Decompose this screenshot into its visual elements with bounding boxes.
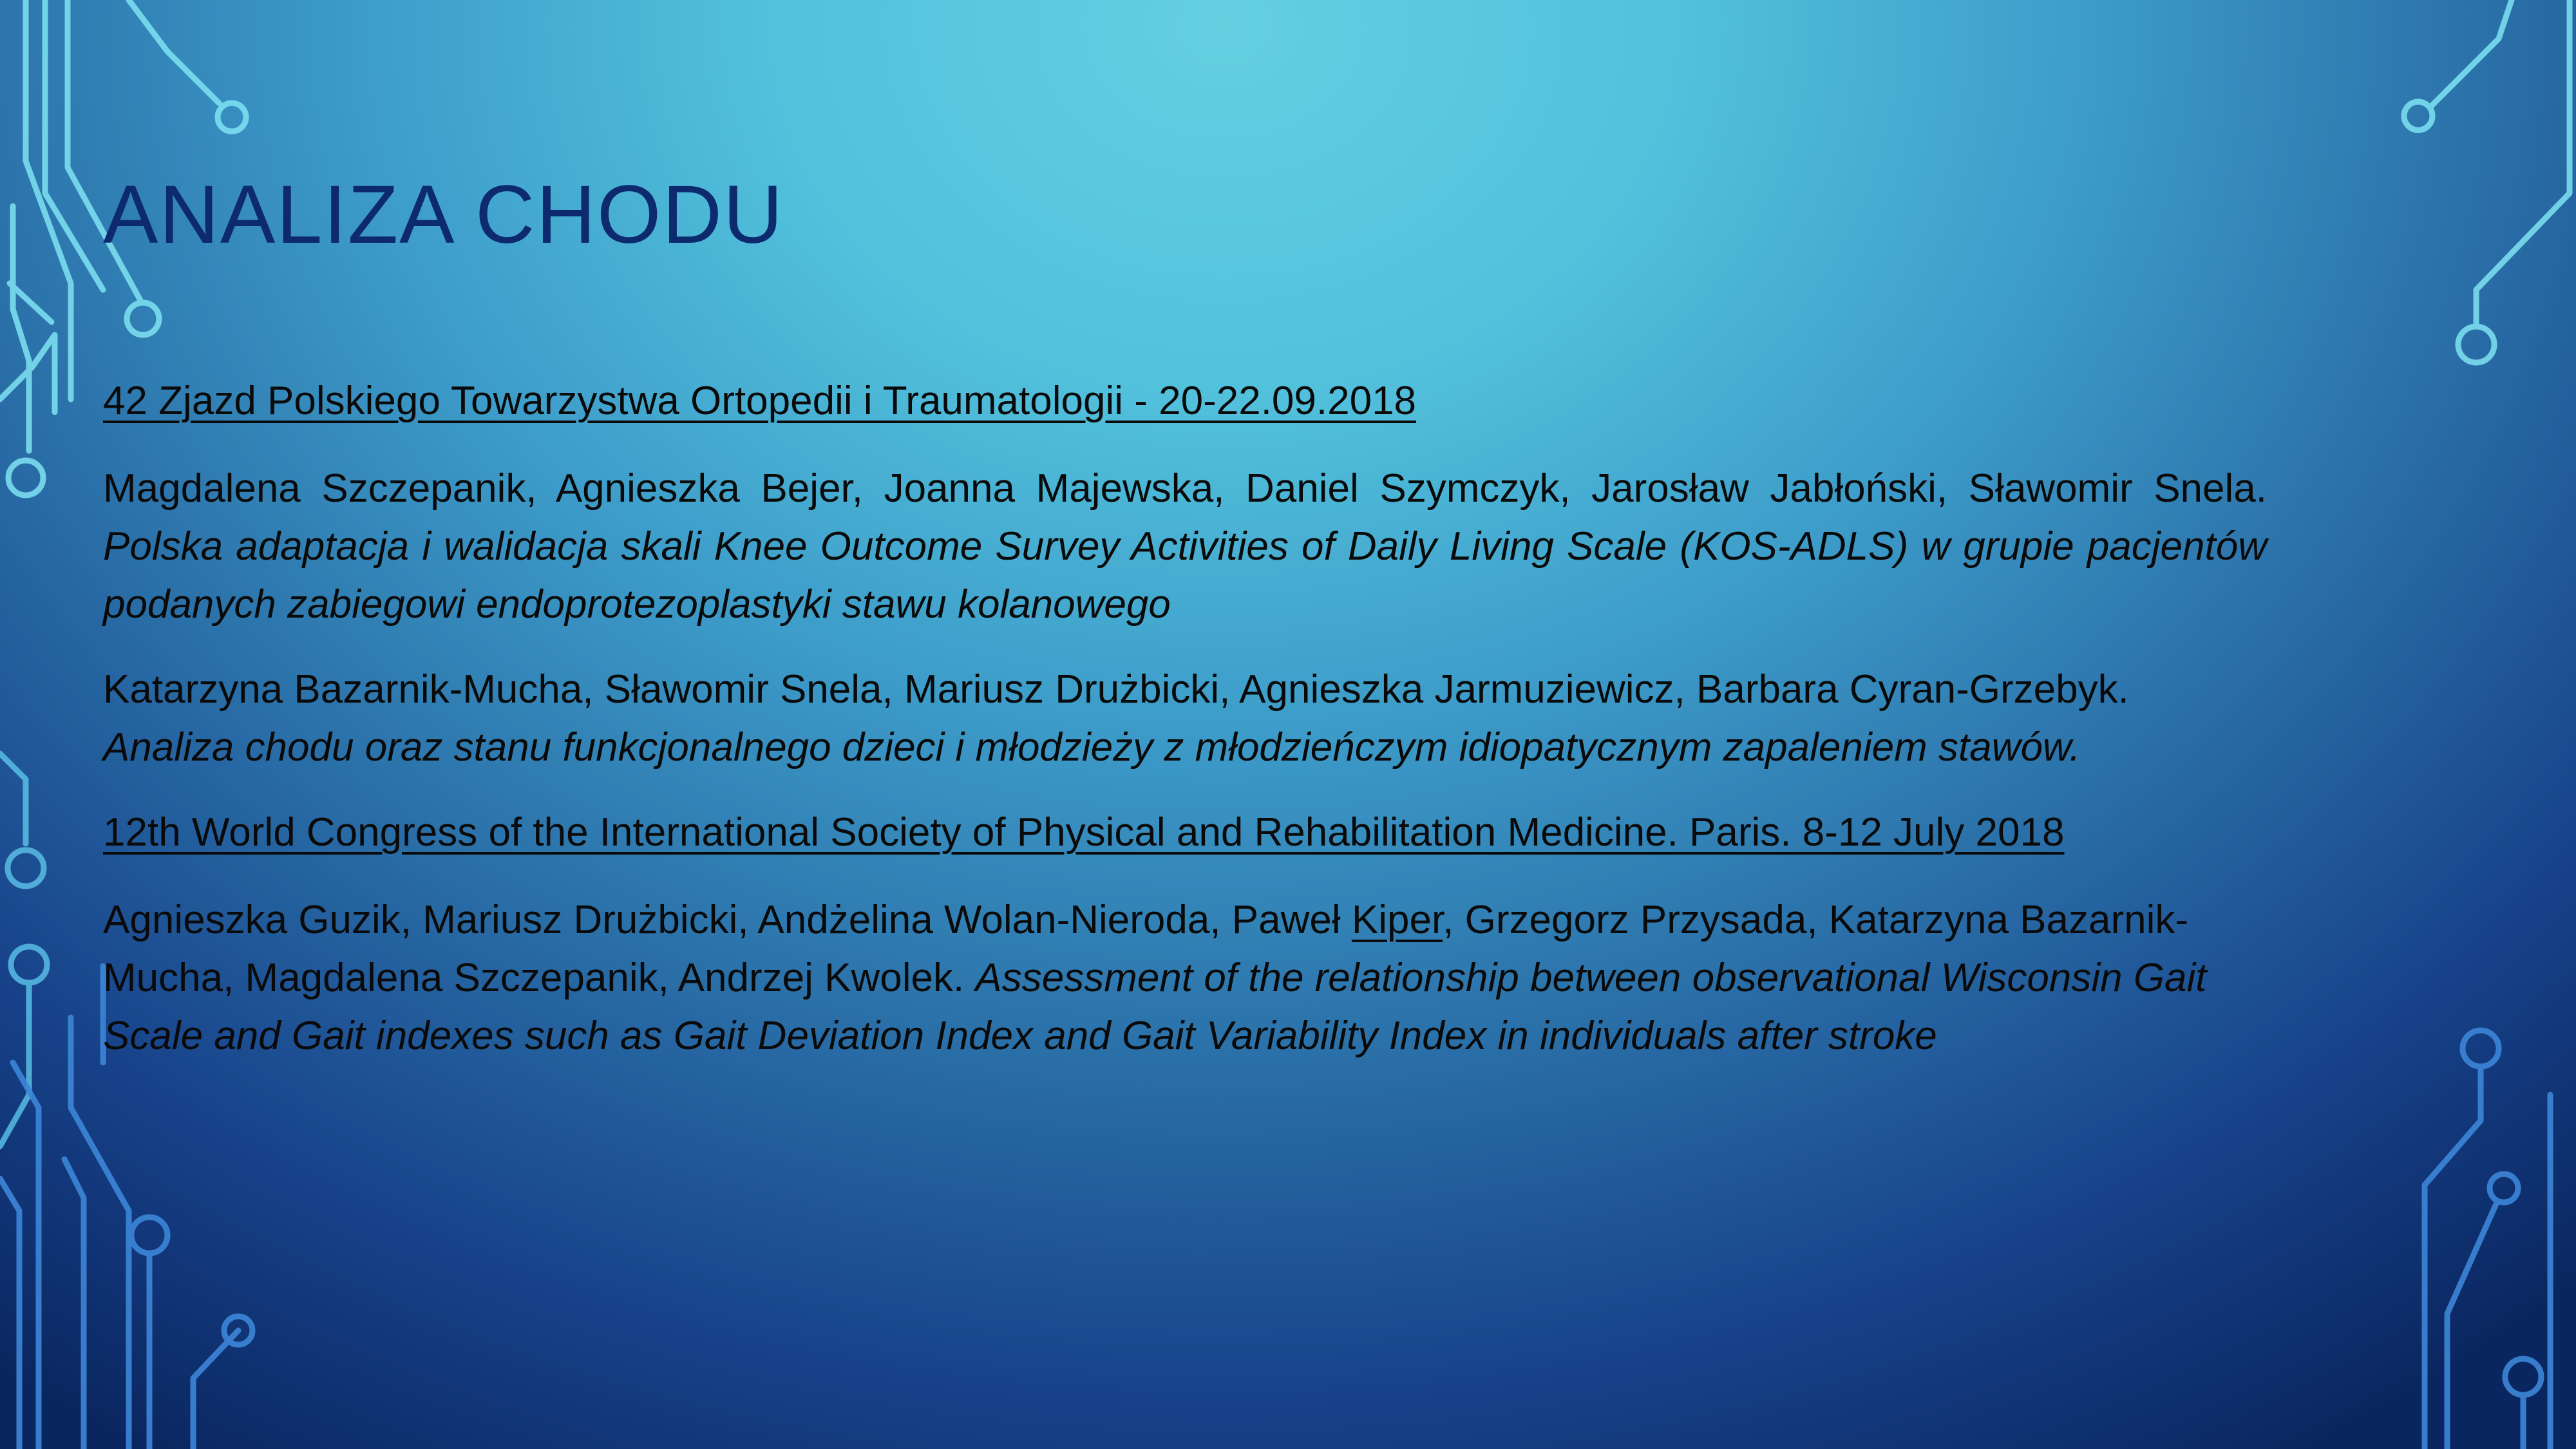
slide-title: ANALIZA CHODU (103, 169, 784, 261)
publication-authors: Magdalena Szczepanik, Agnieszka Bejer, Joanna Majewska, Daniel Szymczyk, Jarosław Jabłoński, Sławomir Snela. (103, 466, 2267, 511)
slide-body (103, 372, 2267, 1092)
conference-heading-2: 12th World Congress of the International Society of Physical and Rehabilitation Medicine. Paris. 8-12 July 2018 (103, 810, 2065, 855)
author-link-kiper[interactable]: Kiper (1351, 898, 1443, 942)
conference-heading-1: 42 Zjazd Polskiego Towarzystwa Ortopedii i Traumatologii - 20-22.09.2018 (103, 379, 1417, 423)
publication-title: Analiza chodu oraz stanu funkcjonalnego dzieci i młodzieży z młodzieńczym idiopatycznym zapaleniem stawów. (103, 725, 2081, 770)
publication-authors: Katarzyna Bazarnik-Mucha, Sławomir Snela, Mariusz Drużbicki, Agnieszka Jarmuziewicz, Barbara Cyran-Grzebyk. (103, 667, 2129, 712)
publication-title: Polska adaptacja i walidacja skali Knee Outcome Survey Activities of Daily Living Scale (KOS-ADLS) w grupie pacjentów podanych zabiegowi endoprotezoplastyki stawu kolanowego (103, 524, 2267, 627)
publication-title: Assessment of the relationship between observational Wisconsin Gait Scale and Gait indexes such as Gait Deviation Index and Gait Variability Index in individuals after stroke (103, 956, 2207, 1058)
publication-entry-2 (103, 661, 2267, 777)
publication-authors-end: , Grzegorz Przysada, Katarzyna Bazarnik-Mucha, Magdalena Szczepanik, Andrzej Kwolek. (103, 898, 2189, 1000)
publication-entry-3 (103, 891, 2267, 1065)
publication-entry-1 (103, 460, 2267, 634)
publication-authors-start: Agnieszka Guzik, Mariusz Drużbicki, Andżelina Wolan-Nieroda, Paweł (103, 898, 1352, 942)
